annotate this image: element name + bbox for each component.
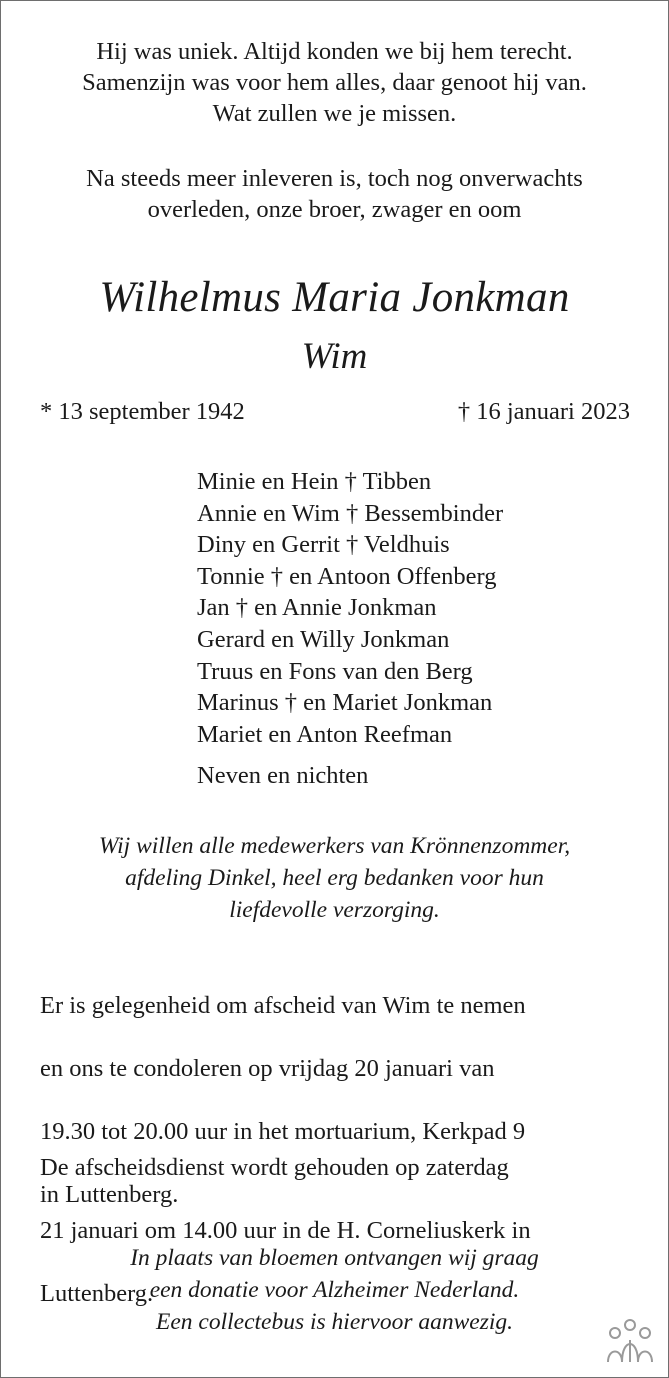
family-member: Jan † en Annie Jonkman bbox=[197, 594, 437, 622]
family-member: Truus en Fons van den Berg bbox=[197, 657, 473, 685]
family-member: Annie en Wim † Bessembinder bbox=[197, 499, 504, 527]
closing-text bbox=[0, 1242, 669, 1338]
intro-text bbox=[0, 163, 669, 225]
family-member: Mariet en Anton Reefman bbox=[197, 720, 453, 748]
service-line: De afscheidsdienst wordt gehouden op zaterdag bbox=[40, 1153, 509, 1181]
thanks-line: afdeling Dinkel, heel erg bedanken voor hun bbox=[125, 865, 544, 891]
intro-line: Na steeds meer inleveren is, toch nog onverwachts bbox=[86, 165, 583, 192]
service-line: 21 januari om 14.00 uur in de H. Corneliuskerk in bbox=[40, 1216, 531, 1244]
thanks-text bbox=[0, 830, 669, 926]
farewell-line: en ons te condoleren op vrijdag 20 januari van bbox=[40, 1054, 495, 1082]
opening-line: Wat zullen we je missen. bbox=[212, 100, 457, 127]
opening-line: Samenzijn was voor hem alles, daar genoot hij van. bbox=[82, 69, 587, 96]
closing-line: een donatie voor Alzheimer Nederland. bbox=[149, 1277, 520, 1303]
family-member: Tonnie † en Antoon Offenberg bbox=[197, 562, 497, 590]
farewell-line: 19.30 tot 20.00 uur in het mortuarium, Kerkpad 9 bbox=[40, 1117, 526, 1145]
family-member: Gerard en Willy Jonkman bbox=[197, 625, 450, 653]
family-member: Diny en Gerrit † Veldhuis bbox=[197, 531, 450, 559]
birth-date: * 13 september 1942 bbox=[40, 398, 245, 425]
family-list bbox=[197, 466, 503, 750]
opening-text bbox=[0, 36, 669, 129]
thanks-line: liefdevolle verzorging. bbox=[229, 897, 440, 923]
family-member: Marinus † en Mariet Jonkman bbox=[197, 689, 493, 717]
intro-line: overleden, onze broer, zwager en oom bbox=[147, 196, 522, 223]
family-member: Minie en Hein † Tibben bbox=[197, 468, 432, 495]
farewell-line: in Luttenberg. bbox=[40, 1180, 179, 1208]
closing-line: Een collectebus is hiervoor aanwezig. bbox=[156, 1309, 513, 1335]
deceased-full-name: Wilhelmus Maria Jonkman bbox=[99, 274, 570, 321]
opening-line: Hij was uniek. Altijd konden we bij hem terecht. bbox=[96, 38, 573, 65]
service-line: Luttenberg. bbox=[40, 1279, 154, 1307]
death-date: † 16 januari 2023 bbox=[457, 398, 630, 425]
closing-line: In plaats van bloemen ontvangen wij graag bbox=[130, 1245, 539, 1271]
deceased-nickname: Wim bbox=[301, 336, 368, 377]
thanks-line: Wij willen alle medewerkers van Krönnenzommer, bbox=[98, 833, 571, 859]
relatives-line: Neven en nichten bbox=[197, 762, 369, 789]
farewell-line: Er is gelegenheid om afscheid van Wim te nemen bbox=[40, 991, 526, 1019]
people-group-icon bbox=[604, 1318, 656, 1364]
